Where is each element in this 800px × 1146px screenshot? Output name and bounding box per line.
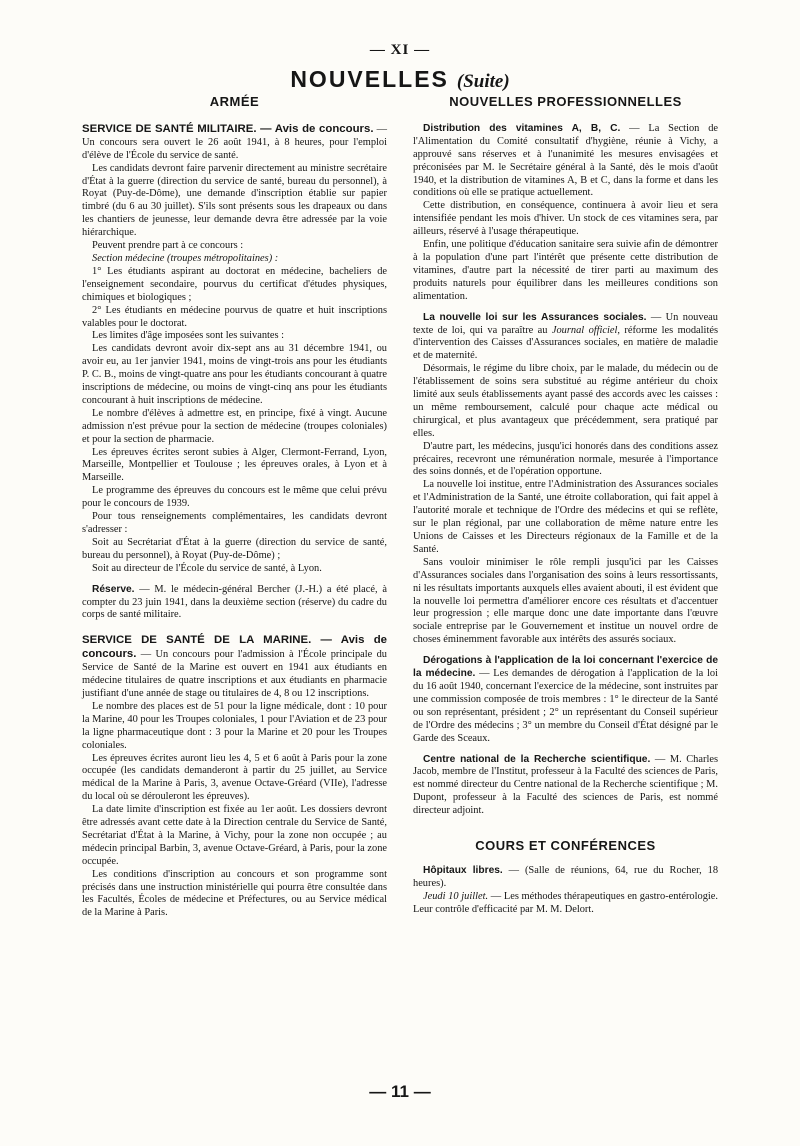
derogations-title: Dérogations à l'application de la loi concernant l'exercice de la médecine. bbox=[413, 655, 718, 680]
paragraph: La nouvelle loi institue, entre l'Administration des Assurances sociales et l'Administration de la Santé, une étroite collaboration, qui fait appel à l'autorité morale et technique de l'Ordre des médecins et qui se reflète, sur le plan régional, par une collaboration de même nature entre les Unions de Caisses et les Directeurs régionaux de la Famille et de la Santé. bbox=[413, 479, 718, 555]
vitamines-title: Distribution des vitamines A, B, C. bbox=[423, 122, 621, 134]
paragraph: Le programme des épreuves du concours est le même que celui prévu pour le concours de 1939. bbox=[82, 485, 387, 510]
reserve-paragraph: Réserve. — M. le médecin-général Bercher (J.-H.) a été placé, à compter du 23 juin 1941, dans la deuxième section (réserve) du cadre du corps de santé militaire. bbox=[82, 583, 387, 621]
vitamines-paragraph: Distribution des vitamines A, B, C. — La Section de l'Alimentation du Comité consultatif d'hygiène, réunie à Vichy, a approuvé sans réserves et à l'unanimité les mesures envisagées et préconisées par M. le Secrétaire général à la Santé, dès le mois d'août 1940, et la distribution de vitamines A, B et C, dans la forme et dans les conditions où elle se pratique actuellement. bbox=[413, 122, 719, 199]
cours-conferences-heading: COURS ET CONFÉRENCES bbox=[475, 838, 656, 854]
paragraph: Sans vouloir minimiser le rôle rempli jusqu'ici par les Caisses d'Assurances sociales dans l'organisation des soins à leurs ressortissants, ni les résultats importants auxquels elles avaient abouti, il est évident que la nouvelle loi permettra d'améliorer encore ces résultats et d'accentuer leur progression ; elle marque donc une date importante dans l'œuvre sociale entreprise par le Gouvernement et institue un nouvel ordre de choses éminemment favorable aux intérêts des assurés sociaux. bbox=[413, 556, 718, 646]
jeudi-paragraph: Jeudi 10 juillet. — Les méthodes thérapeutiques en gastro-entérologie. Leur contrôle d'efficacité par M. M. Delort. bbox=[413, 890, 718, 915]
paragraph: Les conditions d'inscription au concours et son programme sont précisés dans une instruction ministérielle qui pourra être consultée dans les Facultés, Écoles de médecine et Préfectures, ou au Service médical de la Marine à Paris. bbox=[82, 868, 387, 919]
jeudi-date: Jeudi 10 juillet. bbox=[423, 890, 489, 902]
page-title-suffix: (Suite) bbox=[456, 71, 510, 92]
hopitaux-paragraph: Hôpitaux libres. — (Salle de réunions, 64, rue du Rocher, 18 heures). bbox=[413, 864, 719, 889]
page-number-top: — XI — bbox=[369, 42, 431, 58]
paragraph: 2° Les étudiants en médecine pourvus de quatre et huit inscriptions valables pour le doctorat. bbox=[82, 304, 387, 329]
paragraph: Soit au Secrétariat d'État à la guerre (direction du service de santé, bureau du personnel), à Royat (Puy-de-Dôme) ; bbox=[82, 536, 387, 561]
assurances-title: La nouvelle loi sur les Assurances sociales. bbox=[423, 311, 647, 323]
sante-militaire-intro: SERVICE DE SANTÉ MILITAIRE. — Avis de concours. — Un concours sera ouvert le 26 août 1941, à 8 heures, pour l'emploi d'élève de l'École du service de santé. bbox=[82, 122, 387, 161]
nouvelles-professionnelles-heading: NOUVELLES PROFESSIONNELLES bbox=[449, 94, 682, 109]
paragraph: Les limites d'âge imposées sont les suivantes : bbox=[92, 330, 285, 342]
assurances-paragraph: La nouvelle loi sur les Assurances sociales. — Un nouveau texte de loi, qui va paraître au Journal officiel, réforme les modalités d'intervention des Caisses d'Assurances sociales, en matière de maladie et de maternité. bbox=[413, 311, 718, 362]
hopitaux-title: Hôpitaux libres. bbox=[423, 864, 503, 876]
paragraph: Pour tous renseignements complémentaires, les candidats devront s'adresser : bbox=[82, 511, 387, 535]
sante-militaire-title: SERVICE DE SANTÉ MILITAIRE. — Avis de concours. bbox=[82, 122, 374, 135]
page-title: NOUVELLES bbox=[290, 66, 449, 92]
paragraph: Le nombre des places est de 51 pour la ligne médicale, dont : 10 pour la Marine, 40 pour les Troupes coloniales, 1 pour l'Aviation et de 23 pour la ligne pharmaceutique dont : 3 pour la Marine et 20 pour les Troupes coloniales. bbox=[82, 700, 387, 751]
paragraph: Le nombre d'élèves à admettre est, en principe, fixé à vingt. Aucune admission n'est prévue pour la section de médecine (troupes coloniales) et pour la section de pharmacie. bbox=[82, 407, 387, 445]
paragraph: Les candidats devront faire parvenir directement au ministre secrétaire d'État à la guerre (direction du service de santé, bureau du personnel), à Royat (Puy-de-Dôme), une demande d'inscription établie sur papier timbré (du 6 au 30 juillet). S'ils sont présents sous les drapeaux ou dans les chantiers de jeunesse, leur demande devra être adressée par la voie hiérarchique. bbox=[82, 162, 387, 239]
paragraph: D'autre part, les médecins, jusqu'ici honorés dans des conditions assez précaires, recevront une rémunération normale, mesurée à l'importance des soins donnés, et de l'opération opportune. bbox=[413, 440, 718, 478]
paragraph: Peuvent prendre part à ce concours : bbox=[92, 240, 244, 252]
left-column bbox=[82, 96, 387, 920]
masthead bbox=[0, 66, 800, 93]
page-number-bottom: — 11 — bbox=[369, 1082, 431, 1101]
marine-intro: SERVICE DE SANTÉ DE LA MARINE. — Avis de concours. — Un concours pour l'admission à l'École principale du Service de Santé de la Marine est ouvert en 1941 aux étudiants en médecine titulaires de quatre inscriptions et aux étudiants en pharmacie justifiant d'une année de stage ou titulaires de 4, 8 ou 12 inscriptions. bbox=[82, 634, 387, 699]
paragraph: Les épreuves écrites seront subies à Alger, Clermont-Ferrand, Lyon, Marseille, Montpellier et Toulouse ; les épreuves orales, à Lyon et à Marseille. bbox=[82, 446, 387, 484]
paragraph: 1° Les étudiants aspirant au doctorat en médecine, bacheliers de l'enseignement secondaire, pourvus du certificat d'études physiques, chimiques et biologiques ; bbox=[82, 265, 387, 303]
paragraph: Les candidats devront avoir dix-sept ans au 31 décembre 1941, ou avoir eu, au 1er janvier 1941, moins de vingt-trois ans pour les étudiants P. C. B., moins de vingt-quatre ans pour les étudiants concourant à quatre inscriptions de médecine, ou moins de vingt-cinq ans pour les étudiants concourant à huit inscriptions de médecine. bbox=[82, 343, 387, 406]
paragraph: Enfin, une politique d'éducation sanitaire sera suivie afin de démontrer à la population d'une part l'intérêt que présente cette distribution de vitamines, d'autre part la nécessité de tirer parti au maximum des produits naturels pour équilibrer dans les meilleures conditions son alimentation. bbox=[413, 239, 718, 302]
armee-heading: ARMÉE bbox=[209, 94, 260, 109]
marine-title: SERVICE DE SANTÉ DE LA MARINE. — Avis de concours. bbox=[82, 634, 387, 661]
right-column bbox=[413, 96, 718, 917]
derogations-paragraph: Dérogations à l'application de la loi concernant l'exercice de la médecine. — Les demandes de dérogation à l'application de la loi du 16 août 1940, concernant l'exercice de la médecine, sont instruites par une commission composée de trois membres : 1° le directeur de la Santé ou son représentant, président ; 2° un représentant du Conseil supérieur de l'Ordre des médecins ; 3° un membre du Conseil d'État désigné par le Garde des Sceaux. bbox=[413, 655, 719, 744]
paragraph: La date limite d'inscription est fixée au 1er août. Les dossiers devront être adressés avant cette date à la Direction centrale du Service de Santé, Secrétariat d'État à la Marine, à Vichy, pour la zone non occupée ; au médecin principal Barbin, 3, avenue Octave-Gréard, à Paris, pour la zone occupée. bbox=[82, 804, 387, 867]
paragraph: Soit au directeur de l'École du service de santé, à Lyon. bbox=[92, 562, 322, 574]
cnrs-paragraph: Centre national de la Recherche scientifique. — M. Charles Jacob, membre de l'Institut, professeur à la Faculté des sciences de Paris, est nommé directeur du Centre national de la Recherche scientifique ; M. Dupont, professeur à la Faculté des sciences de Paris, est nommé directeur adjoint. bbox=[413, 753, 718, 817]
paragraph: Désormais, le régime du libre choix, par le malade, du médecin ou de l'établissement de soins sera substitué au régime antérieur du choix limité aux seuls établissements ayant passé des accords avec les caisses : un même remboursement, calculé pour chaque acte médical ou chirurgical, et plus avantageux que précédemment, sera pratiqué par elles. bbox=[413, 363, 718, 439]
reserve-title: Réserve. bbox=[92, 583, 135, 595]
paragraph: Section médecine (troupes métropolitaines) : bbox=[92, 252, 279, 264]
paragraph: Les épreuves écrites auront lieu les 4, 5 et 6 août à Paris pour la zone occupée (les candidats demanderont à partir du 25 juillet, au Service médical de la Marine à Paris, 3, avenue Octave-Gréard (VIIe), l'adresse du local où se dérouleront les épreuves). bbox=[82, 752, 387, 803]
journal-officiel: Journal officiel bbox=[551, 324, 618, 336]
paragraph: Cette distribution, en conséquence, continuera à avoir lieu et sera intensifiée pendant les mois d'hiver. Un stock de ces vitamines sera, par ailleurs, réservé à l'usage thérapeutique. bbox=[413, 200, 718, 238]
cnrs-title: Centre national de la Recherche scientifique. bbox=[423, 753, 651, 765]
